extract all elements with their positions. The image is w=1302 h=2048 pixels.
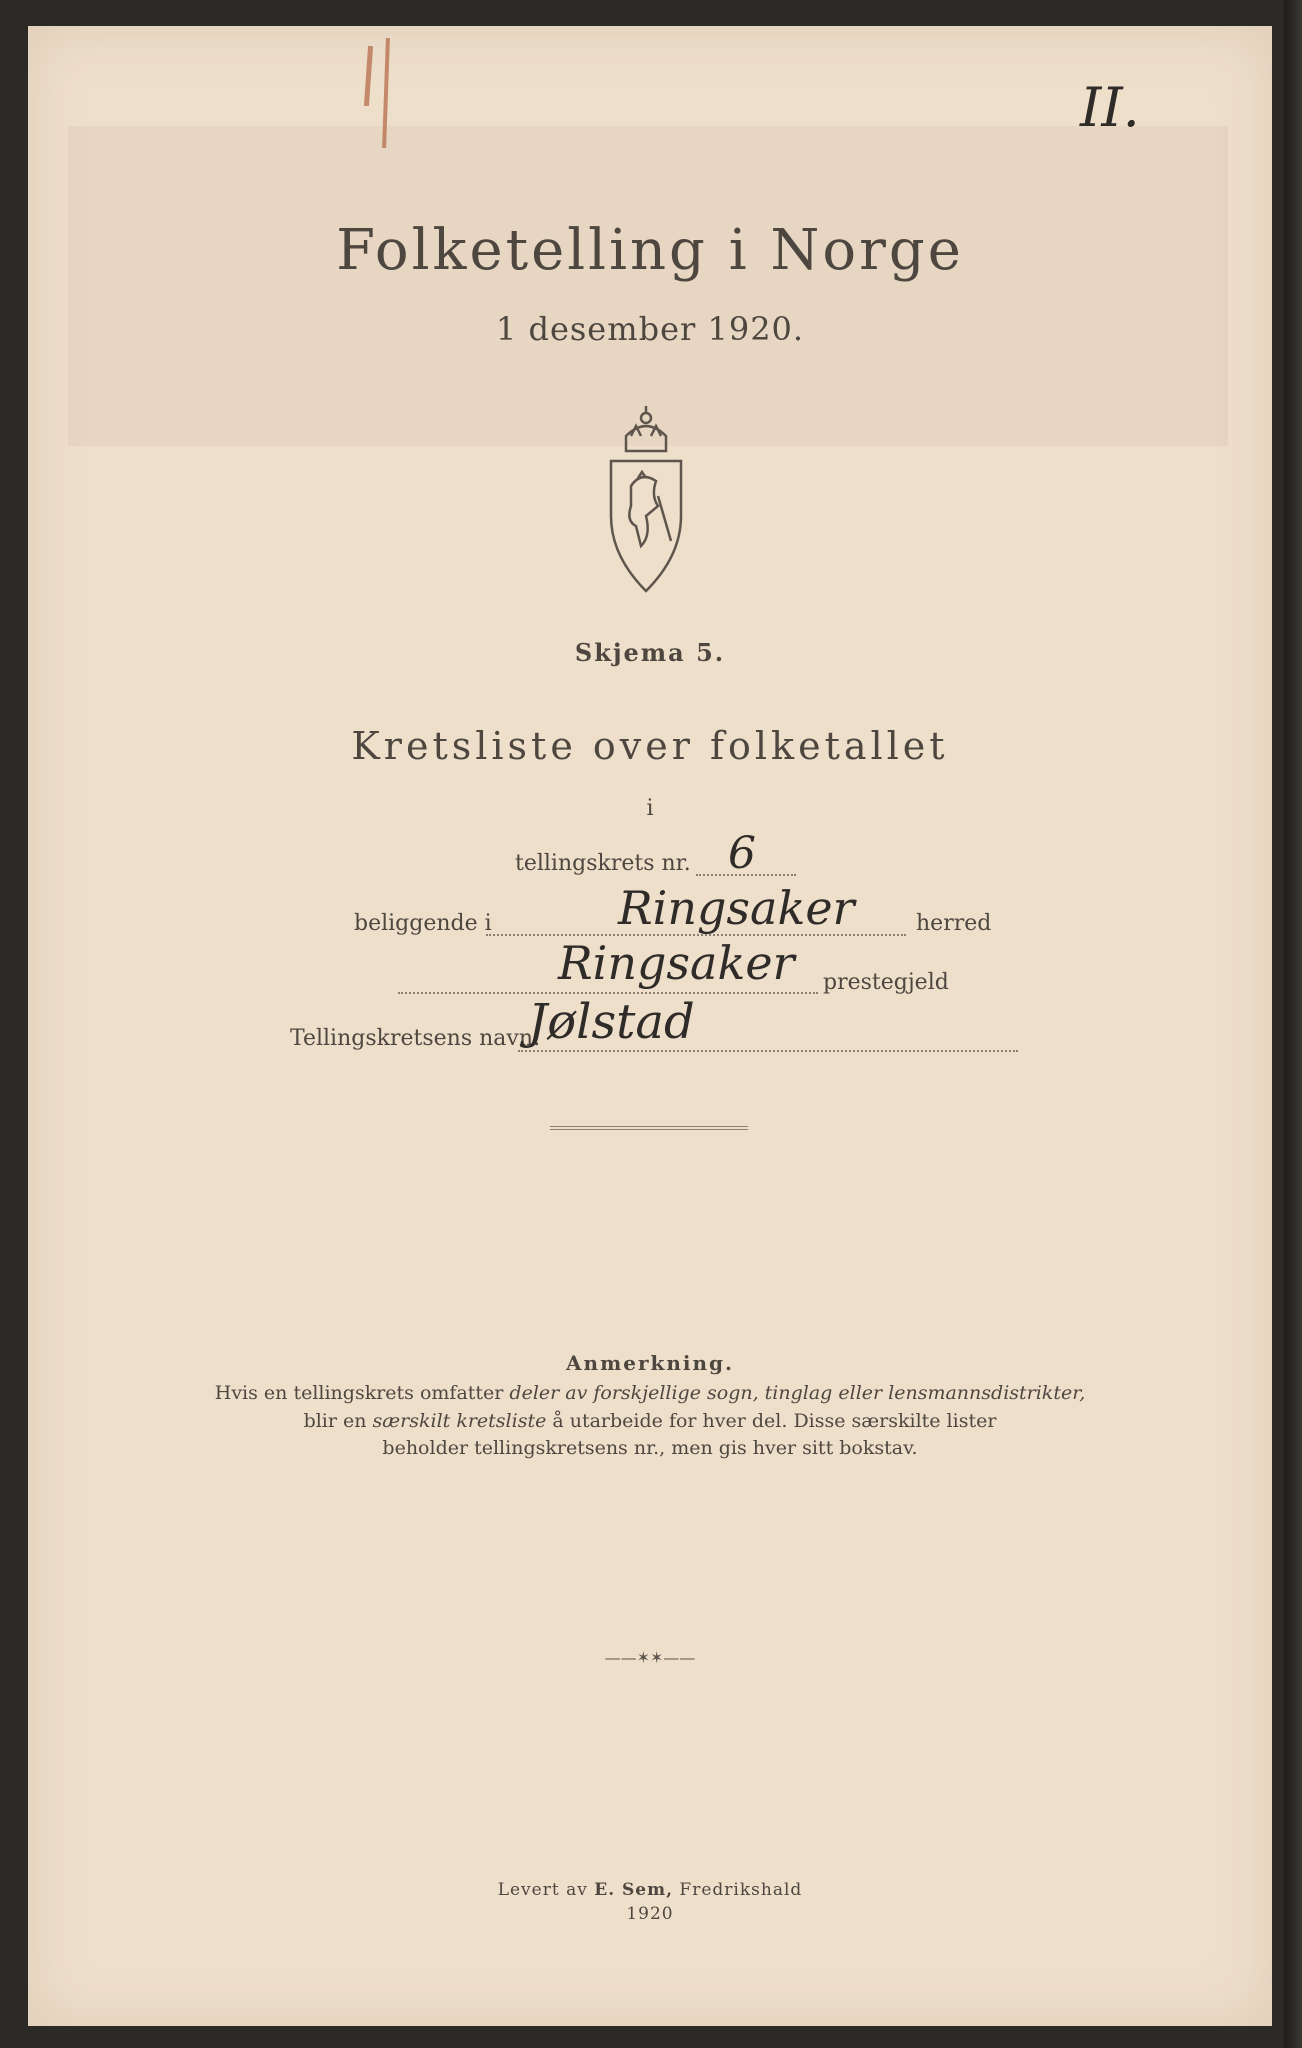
note-line-2-italic: særskilt kretsliste	[372, 1410, 547, 1432]
printer-name: E. Sem,	[594, 1880, 674, 1900]
printer-line	[28, 1880, 1272, 1900]
beliggende-label: beliggende i	[354, 911, 492, 936]
page-edge-shadow	[1284, 0, 1302, 2048]
note-line-3: beholder tellingskretsens nr., men gis hver sitt bokstav.	[382, 1437, 918, 1459]
printer-prefix: Levert av	[497, 1880, 595, 1900]
navn-dotline	[518, 1050, 1018, 1052]
krets-label: tellingskrets nr.	[515, 851, 691, 876]
note-line-2-text-a: blir en	[303, 1410, 373, 1432]
norwegian-coat-of-arms-icon	[596, 396, 696, 596]
schema-label: Skjema 5.	[574, 638, 726, 667]
herred-label: herred	[916, 911, 992, 936]
krets-value: 6	[728, 828, 756, 879]
note-line-2-text-c: å utarbeide for hver del. Disse særskilte lister	[546, 1410, 997, 1432]
note-line-1-italic: deler av forskjellige sogn, tinglag eller lensmannsdistrikter,	[509, 1382, 1086, 1404]
note-line-2	[28, 1410, 1272, 1432]
census-form-page	[28, 26, 1272, 2026]
prestegjeld-value: Ringsaker	[558, 936, 795, 990]
page-marker: II.	[1080, 76, 1140, 139]
ornament: ——✶✶——	[604, 1648, 696, 1667]
note-line-1-text: Hvis en tellingskrets omfatter	[214, 1382, 510, 1404]
navn-label: Tellingskretsens navn:	[290, 1026, 541, 1051]
date-line: 1 desember 1920.	[495, 310, 805, 348]
prestegjeld-label: prestegjeld	[823, 970, 949, 995]
herred-value: Ringsaker	[618, 881, 855, 935]
navn-value: Jølstad	[528, 994, 695, 1050]
in-word: i	[646, 796, 654, 821]
pencil-mark	[364, 46, 373, 106]
note-line-1	[28, 1382, 1272, 1404]
form-heading: Kretsliste over folketallet	[351, 724, 949, 768]
printer-year: 1920	[626, 1904, 674, 1924]
note-title: Anmerkning.	[566, 1351, 734, 1375]
printer-suffix: Fredrikshald	[673, 1880, 803, 1900]
separator-rule	[550, 1126, 748, 1130]
page-title: Folketelling i Norge	[336, 218, 964, 283]
